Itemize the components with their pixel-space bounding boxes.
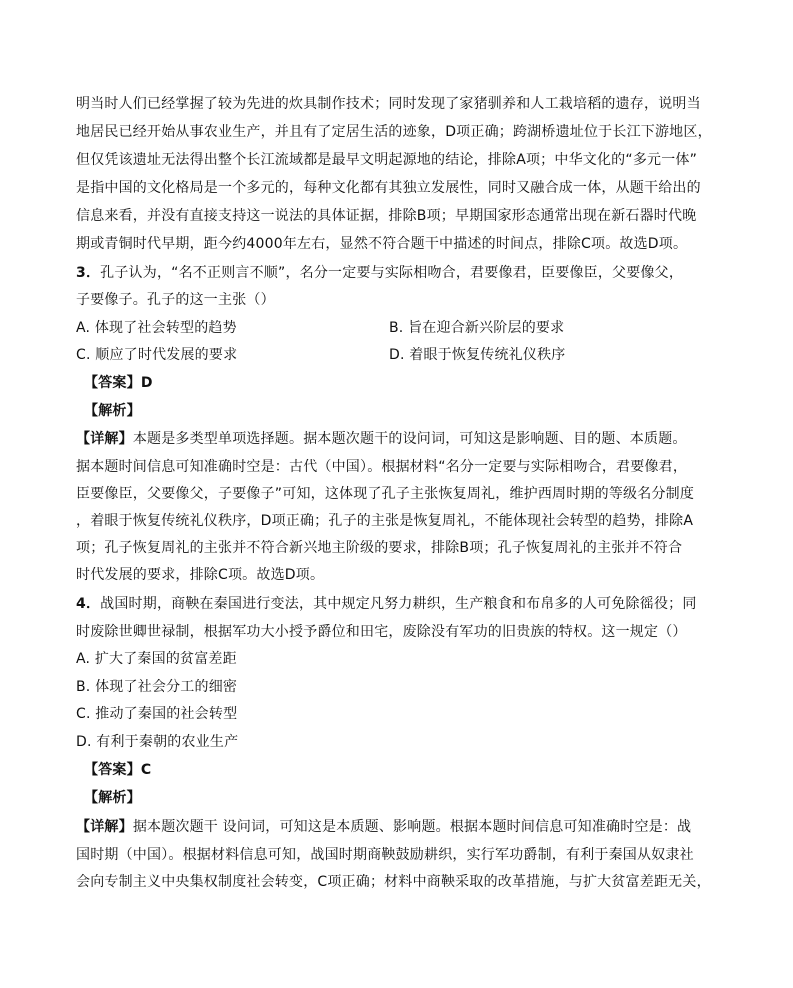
- q3-answer-label: 【答案】: [84, 375, 141, 391]
- q4-detail-text: 据本题次题干 设问词，可知这是本质题、影响题。根据本题时间信息可知准确时空是：战: [132, 819, 692, 835]
- q3-stem-line-1: [76, 264, 683, 282]
- q4-detail-line-3: 会向专制主义中央集权制度社会转变，C项正确；材料中商鞅采取的改革措施，与扩大贫富差距无关，: [76, 874, 711, 890]
- q3-stem-line-2: 子要像子。孔子的这一主张（）: [76, 292, 275, 308]
- intro-line-6: 期或青铜时代早期，距今约4000年左右，显然不符合题干中描述的时间点，排除C项。故选D项。: [76, 236, 688, 252]
- intro-line-2: 地居民已经开始从事农业生产，并且有了定居生活的迹象，D项正确；跨湖桥遗址位于长江下游地区，: [76, 124, 712, 140]
- q3-option-a: A. 体现了社会转型的趋势: [76, 320, 237, 336]
- q3-number: 3．: [76, 265, 101, 281]
- q3-option-c: C. 顺应了时代发展的要求: [76, 347, 238, 363]
- q3-detail-line-6: 时代发展的要求，排除C项。故选D项。: [76, 567, 325, 583]
- q3-detail-line-1: [76, 430, 687, 448]
- q3-detail-line-5: 项；孔子恢复周礼的主张并不符合新兴地主阶级的要求，排除B项；孔子恢复周礼的主张并不符合: [76, 540, 683, 556]
- q4-analysis-label: 【解析】: [84, 790, 141, 806]
- q4-answer: [84, 761, 151, 779]
- q3-stem-text: 孔子认为，“名不正则言不顺”，名分一定要与实际相吻合，君要像君，臣要像臣，父要像父，: [100, 265, 684, 281]
- q4-detail-label: 【详解】: [76, 819, 133, 835]
- q3-detail-line-3: 臣要像臣，父要像父，子要像子”可知，这体现了孔子主张恢复周礼，维护西周时期的等级名分制度: [76, 486, 695, 502]
- q4-option-b: B. 体现了社会分工的细密: [76, 679, 238, 695]
- q3-option-d: D. 着眼于恢复传统礼仪秩序: [389, 347, 566, 363]
- q3-detail-text: 本题是多类型单项选择题。据本题次题干的设问词，可知这是影响题、目的题、本质题。: [132, 431, 687, 447]
- q3-analysis-label: 【解析】: [84, 403, 141, 419]
- q3-answer-value: D: [140, 375, 153, 391]
- intro-line-1: 明当时人们已经掌握了较为先进的炊具制作技术；同时发现了家猪驯养和人工栽培稻的遗存，说明当: [76, 96, 701, 112]
- q4-answer-value: C: [140, 762, 152, 778]
- q3-option-b: B. 旨在迎合新兴阶层的要求: [389, 320, 565, 336]
- q4-stem-line-1: [76, 595, 697, 613]
- q4-answer-label: 【答案】: [84, 762, 141, 778]
- q4-detail-line-2: 国时期（中国）。根据材料信息可知，战国时期商鞅鼓励耕织，实行军功爵制，有利于秦国从奴隶社: [76, 847, 694, 863]
- intro-line-5: 信息来看，并没有直接支持这一说法的具体证据，排除B项；早期国家形态通常出现在新石器时代晚: [76, 208, 697, 224]
- q3-detail-line-2: 据本题时间信息可知准确时空是：古代（中国）。根据材料“名分一定要与实际相吻合，君要像君，: [76, 459, 688, 475]
- intro-line-3: 但仅凭该遗址无法得出整个长江流域都是最早文明起源地的结论，排除A项；中华文化的“多元一体”: [76, 152, 698, 168]
- q4-detail-line-1: [76, 818, 691, 836]
- q4-option-a: A. 扩大了秦国的贫富差距: [76, 651, 237, 667]
- q3-detail-label: 【详解】: [76, 431, 133, 447]
- q4-number: 4．: [76, 596, 101, 612]
- q4-option-c: C. 推动了秦国的社会转型: [76, 706, 238, 722]
- q4-stem-text: 战国时期，商鞅在秦国进行变法，其中规定凡努力耕织，生产粮食和布帛多的人可免除徭役；同: [100, 596, 697, 612]
- q3-detail-line-4: ，着眼于恢复传统礼仪秩序，D项正确；孔子的主张是恢复周礼，不能体现社会转型的趋势，排除A: [76, 513, 694, 529]
- q4-option-d: D. 有利于秦朝的农业生产: [76, 734, 239, 750]
- q4-stem-line-2: 时废除世卿世禄制，根据军功大小授予爵位和田宅，废除没有军功的旧贵族的特权。这一规定（）: [76, 624, 687, 640]
- q3-answer: [84, 374, 153, 392]
- intro-line-4: 是指中国的文化格局是一个多元的，每种文化都有其独立发展性，同时又融合成一体，从题干给出的: [76, 180, 701, 196]
